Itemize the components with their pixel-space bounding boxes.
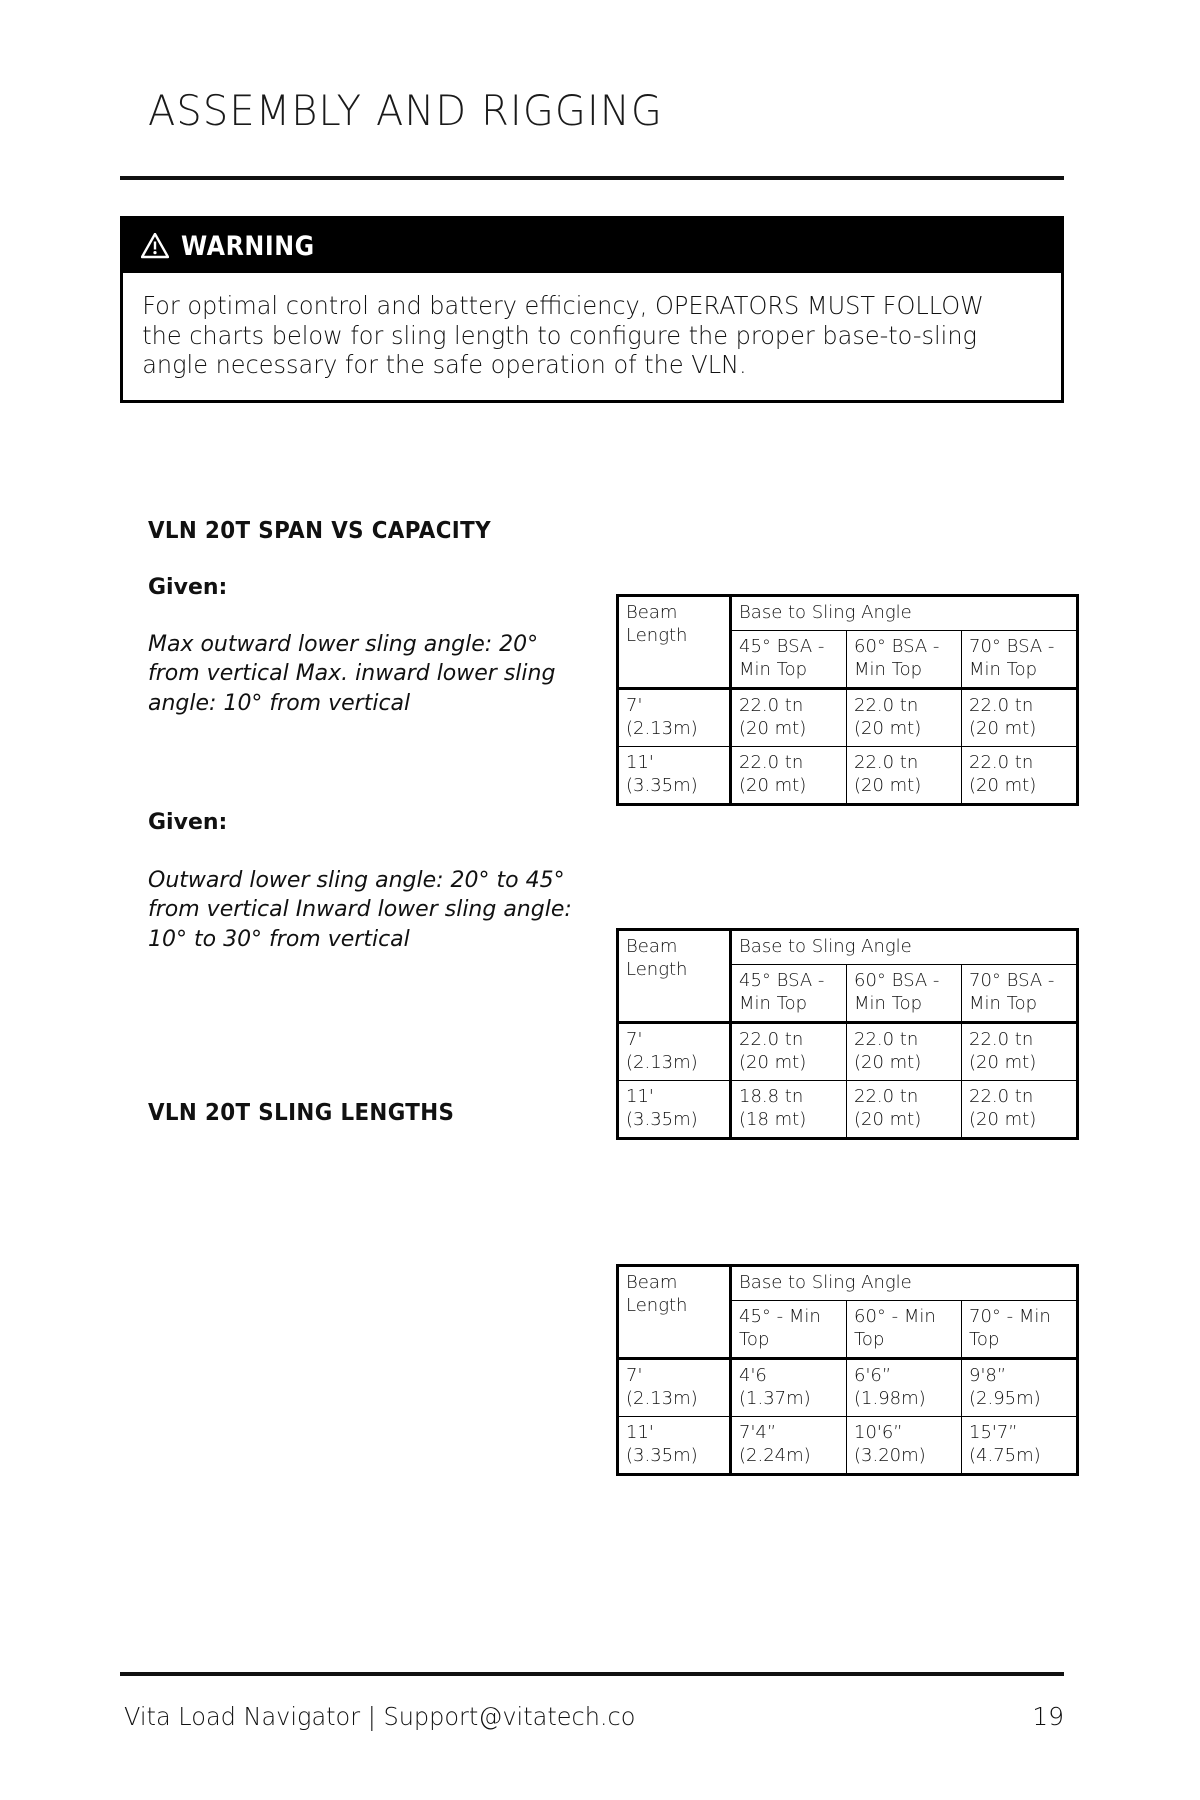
header-angle-45-line-1: 45° - Min	[739, 1306, 821, 1328]
sling-length-feet: 15'7”	[969, 1422, 1018, 1444]
header-beam-line-2: Length	[626, 959, 688, 981]
capacity-metric: (20 mt)	[969, 718, 1037, 740]
beam-feet: 7'	[626, 1029, 643, 1051]
footer-text: Vita Load Navigator | Support@vitatech.co	[124, 1702, 636, 1731]
capacity-metric: (20 mt)	[854, 718, 922, 740]
table-row	[618, 1023, 1078, 1081]
header-angle-60-line-1: 60° BSA -	[854, 970, 940, 992]
cell-sling-length-70	[962, 1417, 1078, 1475]
capacity-tons: 22.0 tn	[969, 695, 1034, 717]
capacity-tons: 22.0 tn	[854, 752, 919, 774]
sling-length-feet: 9'8”	[969, 1365, 1007, 1387]
sling-length-feet: 10'6”	[854, 1422, 903, 1444]
given-text-1: Max outward lower sling angle: 20° from vertical Max. inward lower sling angle: 10° from vertical	[148, 632, 556, 716]
cell-beam-length	[618, 747, 731, 805]
header-angle-70-line-2: Top	[969, 1329, 1000, 1351]
beam-feet: 11'	[626, 1086, 654, 1108]
header-beam-length	[618, 596, 731, 689]
capacity-metric: (20 mt)	[739, 1052, 807, 1074]
footer-divider	[120, 1672, 1064, 1676]
sling-length-meters: (2.95m)	[969, 1388, 1041, 1410]
header-angle-45	[731, 631, 847, 689]
beam-meters: (3.35m)	[626, 1445, 698, 1467]
table-row	[618, 1359, 1078, 1417]
table-span-vs-capacity-2	[616, 928, 1079, 1140]
capacity-metric: (20 mt)	[969, 775, 1037, 797]
capacity-metric: (20 mt)	[739, 718, 807, 740]
capacity-metric: (20 mt)	[969, 1109, 1037, 1131]
header-angle-45-line-2: Top	[739, 1329, 770, 1351]
header-angle-70-line-1: 70° - Min	[969, 1306, 1051, 1328]
sling-length-feet: 7'4”	[739, 1422, 777, 1444]
cell-capacity-45	[731, 747, 847, 805]
header-angle-60-line-2: Min Top	[854, 993, 923, 1015]
header-angle-45-line-2: Min Top	[739, 993, 808, 1015]
capacity-metric: (20 mt)	[969, 1052, 1037, 1074]
title-divider	[120, 176, 1064, 180]
header-angle-70-line-2: Min Top	[969, 659, 1038, 681]
header-base-to-sling-angle: Base to Sling Angle	[731, 930, 1078, 965]
cell-beam-length	[618, 1023, 731, 1081]
header-angle-60-line-1: 60° BSA -	[854, 636, 940, 658]
header-angle-70	[962, 631, 1078, 689]
header-beam-line-1: Beam	[626, 602, 678, 623]
header-angle-60-line-1: 60° - Min	[854, 1306, 936, 1328]
beam-meters: (2.13m)	[626, 1052, 698, 1074]
capacity-tons: 22.0 tn	[854, 1086, 919, 1108]
table-row	[618, 689, 1078, 747]
given-label-2: Given:	[148, 810, 228, 835]
cell-capacity-45	[731, 1023, 847, 1081]
capacity-metric: (18 mt)	[739, 1109, 807, 1131]
page-number: 19	[1032, 1702, 1064, 1731]
capacity-tons: 22.0 tn	[739, 1029, 804, 1051]
capacity-tons: 22.0 tn	[739, 752, 804, 774]
table-header-row	[618, 1266, 1078, 1301]
header-angle-60-line-2: Min Top	[854, 659, 923, 681]
cell-capacity-45	[731, 689, 847, 747]
beam-meters: (2.13m)	[626, 1388, 698, 1410]
section-heading-sling-lengths: VLN 20T SLING LENGTHS	[148, 1100, 455, 1126]
header-angle-70	[962, 965, 1078, 1023]
warning-triangle-icon	[141, 233, 169, 259]
sling-length-meters: (2.24m)	[739, 1445, 811, 1467]
table-row	[618, 1081, 1078, 1139]
capacity-tons: 22.0 tn	[739, 695, 804, 717]
capacity-metric: (20 mt)	[854, 1052, 922, 1074]
cell-capacity-70	[962, 689, 1078, 747]
header-angle-60-line-2: Top	[854, 1329, 885, 1351]
warning-body-text: For optimal control and battery efficiency, OPERATORS MUST FOLLOW the charts below for sling length to configure the proper base-to-sling angle necessary for the safe operation of the VLN.	[142, 291, 984, 379]
beam-feet: 7'	[626, 1365, 643, 1387]
cell-capacity-60	[847, 747, 962, 805]
capacity-tons: 22.0 tn	[969, 1029, 1034, 1051]
given-text-2: Outward lower sling angle: 20° to 45° from vertical Inward lower sling angle: 10° to 30° from vertical	[148, 868, 572, 952]
cell-capacity-45	[731, 1081, 847, 1139]
warning-label: WARNING	[181, 230, 315, 262]
header-angle-70-line-1: 70° BSA -	[969, 970, 1055, 992]
sling-length-meters: (1.98m)	[854, 1388, 926, 1410]
header-angle-45	[731, 1301, 847, 1359]
capacity-tons: 22.0 tn	[969, 1086, 1034, 1108]
header-beam-length	[618, 930, 731, 1023]
table-span-vs-capacity-1	[616, 594, 1079, 806]
header-angle-60	[847, 1301, 962, 1359]
table-row	[618, 1417, 1078, 1475]
beam-meters: (3.35m)	[626, 1109, 698, 1131]
cell-capacity-70	[962, 747, 1078, 805]
sling-length-meters: (1.37m)	[739, 1388, 811, 1410]
cell-capacity-60	[847, 1023, 962, 1081]
header-angle-45-line-1: 45° BSA -	[739, 636, 825, 658]
beam-feet: 7'	[626, 695, 643, 717]
capacity-metric: (20 mt)	[854, 775, 922, 797]
header-angle-60	[847, 965, 962, 1023]
header-beam-line-2: Length	[626, 1295, 688, 1317]
header-beam-line-1: Beam	[626, 936, 678, 957]
header-angle-70-line-1: 70° BSA -	[969, 636, 1055, 658]
beam-feet: 11'	[626, 752, 654, 774]
capacity-tons: 22.0 tn	[854, 695, 919, 717]
cell-sling-length-60	[847, 1359, 962, 1417]
header-beam-line-1: Beam	[626, 1272, 678, 1293]
capacity-metric: (20 mt)	[854, 1109, 922, 1131]
cell-capacity-60	[847, 689, 962, 747]
sling-length-feet: 4'6	[739, 1365, 767, 1387]
header-angle-45-line-1: 45° BSA -	[739, 970, 825, 992]
cell-sling-length-60	[847, 1417, 962, 1475]
sling-length-meters: (3.20m)	[854, 1445, 926, 1467]
table-row	[618, 747, 1078, 805]
cell-sling-length-70	[962, 1359, 1078, 1417]
header-angle-70	[962, 1301, 1078, 1359]
capacity-tons: 18.8 tn	[739, 1086, 804, 1108]
capacity-tons: 22.0 tn	[854, 1029, 919, 1051]
section-heading-span-vs-capacity: VLN 20T SPAN VS CAPACITY	[148, 518, 491, 544]
header-angle-45-line-2: Min Top	[739, 659, 808, 681]
cell-beam-length	[618, 1359, 731, 1417]
table-header-row	[618, 930, 1078, 965]
cell-capacity-70	[962, 1023, 1078, 1081]
table-sling-lengths	[616, 1264, 1079, 1476]
cell-sling-length-45	[731, 1417, 847, 1475]
cell-beam-length	[618, 1417, 731, 1475]
warning-header	[123, 219, 1061, 273]
cell-capacity-70	[962, 1081, 1078, 1139]
header-angle-60	[847, 631, 962, 689]
cell-beam-length	[618, 689, 731, 747]
cell-capacity-60	[847, 1081, 962, 1139]
beam-meters: (2.13m)	[626, 718, 698, 740]
page-title: ASSEMBLY AND RIGGING	[148, 86, 663, 135]
header-beam-length	[618, 1266, 731, 1359]
beam-meters: (3.35m)	[626, 775, 698, 797]
warning-callout	[120, 216, 1064, 403]
sling-length-meters: (4.75m)	[969, 1445, 1041, 1467]
header-base-to-sling-angle: Base to Sling Angle	[731, 596, 1078, 631]
capacity-tons: 22.0 tn	[969, 752, 1034, 774]
given-label-1: Given:	[148, 575, 228, 600]
sling-length-feet: 6'6”	[854, 1365, 892, 1387]
header-angle-45	[731, 965, 847, 1023]
cell-beam-length	[618, 1081, 731, 1139]
table-header-row	[618, 596, 1078, 631]
header-angle-70-line-2: Min Top	[969, 993, 1038, 1015]
cell-sling-length-45	[731, 1359, 847, 1417]
capacity-metric: (20 mt)	[739, 775, 807, 797]
header-base-to-sling-angle: Base to Sling Angle	[731, 1266, 1078, 1301]
beam-feet: 11'	[626, 1422, 654, 1444]
header-beam-line-2: Length	[626, 625, 688, 647]
